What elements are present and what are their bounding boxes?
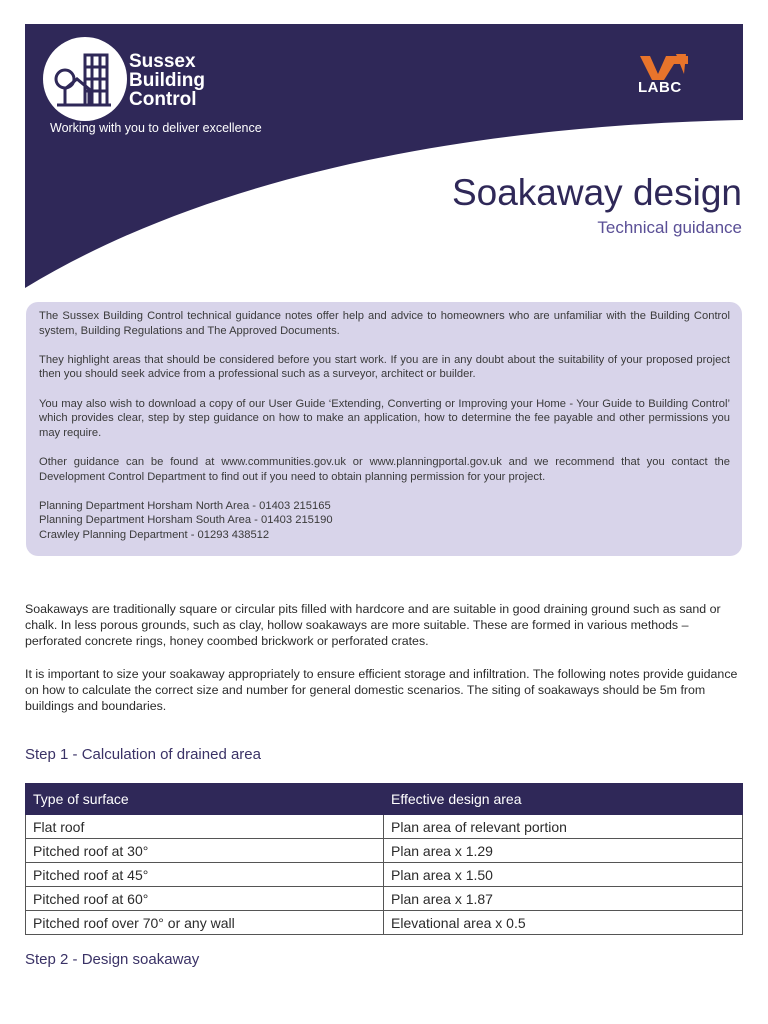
info-paragraph: Other guidance can be found at www.communities.gov.uk or www.planningportal.gov.uk and we recommend that you contact the Development Control Department to find out if you need to obtain planning permission for your project.	[39, 455, 730, 483]
table-cell: Plan area x 1.29	[384, 839, 743, 863]
table-cell: Pitched roof over 70° or any wall	[26, 911, 384, 935]
guidance-info-box	[26, 302, 742, 556]
table-row	[26, 839, 743, 863]
table-row	[26, 815, 743, 839]
column-header: Effective design area	[384, 784, 743, 815]
table-header-row	[26, 784, 743, 815]
column-header: Type of surface	[26, 784, 384, 815]
page-title: Soakaway design	[451, 172, 742, 213]
drained-area-table	[25, 783, 743, 935]
table-cell: Pitched roof at 45°	[26, 863, 384, 887]
header-banner	[25, 24, 743, 288]
tagline: Working with you to deliver excellence	[50, 121, 262, 135]
table-row	[26, 887, 743, 911]
table-cell: Pitched roof at 30°	[26, 839, 384, 863]
table-cell: Flat roof	[26, 815, 384, 839]
contact-line: Crawley Planning Department - 01293 438512	[39, 528, 270, 541]
info-paragraph: The Sussex Building Control technical guidance notes offer help and advice to homeowners who are unfamiliar with the Building Control system, Building Regulations and The Approved Documents.	[39, 310, 730, 337]
table-row	[26, 911, 743, 935]
body-paragraph: Soakaways are traditionally square or circular pits filled with hardcore and are suitable in good draining ground such as sand or chalk. In less porous grounds, such as clay, hollow soakaways are more suitable. These are formed in various methods – perforated concrete rings, honey coombed brickwork or perforated crates.	[25, 602, 721, 649]
table-cell: Plan area x 1.87	[384, 887, 743, 911]
labc-logo-text: LABC	[638, 79, 682, 96]
sussex-logo-emblem	[43, 37, 127, 121]
step-1-heading: Step 1 - Calculation of drained area	[25, 746, 261, 763]
brand-line: Control	[129, 89, 197, 110]
contact-list	[39, 499, 730, 543]
brand-line: Sussex	[129, 51, 196, 72]
table-row	[26, 863, 743, 887]
brand-name	[129, 52, 205, 109]
info-paragraph: They highlight areas that should be considered before you start work. If you are in any doubt about the suitability of your proposed project then you should seek advice from a professional such as a surveyor, architect or builder.	[39, 353, 730, 381]
table-cell: Plan area of relevant portion	[384, 815, 743, 839]
body-paragraph: It is important to size your soakaway appropriately to ensure efficient storage and infiltration. The following notes provide guidance on how to calculate the correct size and number for general domestic scenarios. The siting of soakaways should be 5m from buildings and boundaries.	[25, 666, 738, 714]
table-cell: Pitched roof at 60°	[26, 887, 384, 911]
brand-line: Building	[129, 70, 205, 91]
house-building-icon	[43, 37, 127, 121]
table-cell: Elevational area x 0.5	[384, 911, 743, 935]
contact-line: Planning Department Horsham South Area - 01403 215190	[39, 514, 333, 527]
page-subtitle: Technical guidance	[597, 218, 742, 237]
contact-line: Planning Department Horsham North Area - 01403 215165	[39, 499, 331, 512]
step-2-heading: Step 2 - Design soakaway	[25, 951, 200, 968]
body-text	[25, 601, 743, 731]
info-paragraph: You may also wish to download a copy of our User Guide ‘Extending, Converting or Improving your Home - Your Guide to Building Control’ which provides clear, step by step guidance on how to make an application, how to determine the fee payable and other permissions you may require.	[39, 397, 730, 439]
table-cell: Plan area x 1.50	[384, 863, 743, 887]
